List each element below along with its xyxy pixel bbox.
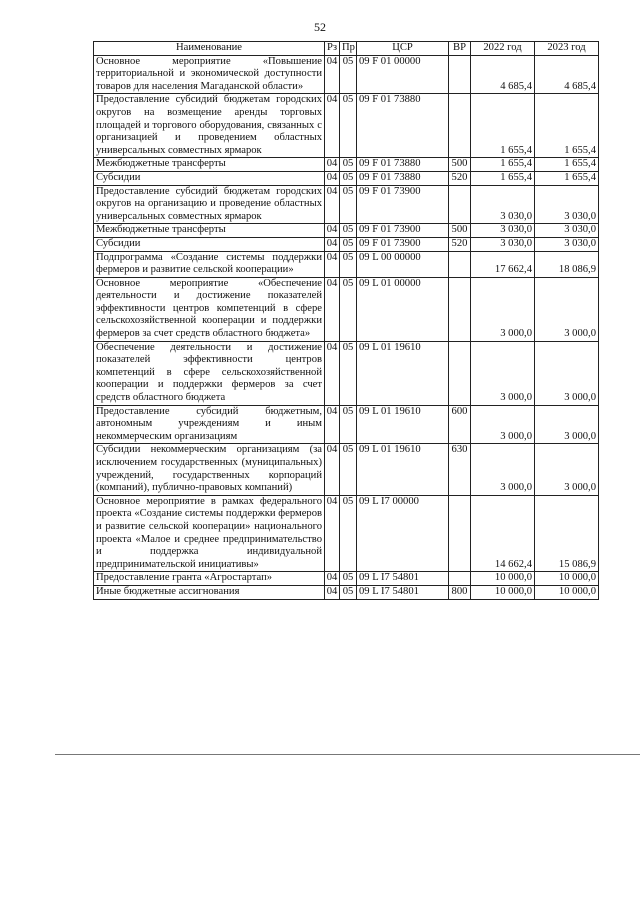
cell-csr: 09 L 01 00000 bbox=[357, 277, 449, 341]
cell-name: Предоставление субсидий бюджетам городских округов на возмещение аренды торговых площадей и торгового оборудования, связанных с организацией и проведением областных универсальных совместных ярмарок bbox=[94, 94, 325, 158]
table-body bbox=[94, 55, 599, 599]
cell-csr: 09 L I7 00000 bbox=[357, 495, 449, 572]
cell-vr: 500 bbox=[449, 224, 471, 238]
cell-name: Подпрограмма «Создание системы поддержки фермеров и развитие сельской кооперации» bbox=[94, 251, 325, 277]
cell-name: Основное мероприятие «Обеспечение деятельности и достижение показателей эффективности центров компетенций в сфере сельскохозяйственной кооперации и поддержки фермеров за счет средств областного бюджета» bbox=[94, 277, 325, 341]
cell-rz: 04 bbox=[325, 158, 340, 172]
cell-pr: 05 bbox=[340, 444, 357, 495]
cell-2023: 1 655,4 bbox=[535, 171, 599, 185]
cell-name: Основное мероприятие в рамках федерального проекта «Создание системы поддержки фермеров и развитие сельской кооперации» национального проекта «Малое и среднее предпринимательство и поддержка индивидуальной предпринимательской инициативы» bbox=[94, 495, 325, 572]
cell-name: Субсидии bbox=[94, 237, 325, 251]
cell-csr: 09 F 01 00000 bbox=[357, 55, 449, 94]
page-bottom-rule bbox=[55, 754, 640, 755]
table-row bbox=[94, 444, 599, 495]
cell-csr: 09 L 01 19610 bbox=[357, 444, 449, 495]
cell-vr: 600 bbox=[449, 405, 471, 444]
cell-pr: 05 bbox=[340, 585, 357, 599]
header-rz: Рз bbox=[325, 42, 340, 56]
cell-2023: 3 000,0 bbox=[535, 277, 599, 341]
table-row bbox=[94, 585, 599, 599]
cell-2023: 3 030,0 bbox=[535, 224, 599, 238]
cell-rz: 04 bbox=[325, 171, 340, 185]
header-pr: Пр bbox=[340, 42, 357, 56]
cell-2022: 1 655,4 bbox=[471, 94, 535, 158]
cell-csr: 09 F 01 73880 bbox=[357, 171, 449, 185]
cell-2022: 3 000,0 bbox=[471, 405, 535, 444]
header-row bbox=[94, 42, 599, 56]
cell-2022: 3 030,0 bbox=[471, 185, 535, 224]
cell-pr: 05 bbox=[340, 224, 357, 238]
cell-vr bbox=[449, 94, 471, 158]
table-row bbox=[94, 94, 599, 158]
budget-table bbox=[93, 41, 599, 600]
cell-2023: 3 030,0 bbox=[535, 185, 599, 224]
cell-2022: 17 662,4 bbox=[471, 251, 535, 277]
cell-2022: 10 000,0 bbox=[471, 572, 535, 586]
cell-2023: 3 030,0 bbox=[535, 237, 599, 251]
cell-2023: 1 655,4 bbox=[535, 94, 599, 158]
cell-2022: 14 662,4 bbox=[471, 495, 535, 572]
cell-2023: 4 685,4 bbox=[535, 55, 599, 94]
cell-rz: 04 bbox=[325, 572, 340, 586]
cell-rz: 04 bbox=[325, 94, 340, 158]
cell-vr: 520 bbox=[449, 171, 471, 185]
cell-pr: 05 bbox=[340, 495, 357, 572]
cell-pr: 05 bbox=[340, 237, 357, 251]
cell-csr: 09 F 01 73880 bbox=[357, 94, 449, 158]
cell-name: Субсидии некоммерческим организациям (за исключением государственных (муниципальных) учреждений, государственных корпораций (компаний), публично-правовых компаний) bbox=[94, 444, 325, 495]
cell-name: Обеспечение деятельности и достижение показателей эффективности центров компетенций в сфере сельскохозяйственной кооперации и поддержки фермеров за счет средств областного бюджета bbox=[94, 341, 325, 405]
cell-vr: 800 bbox=[449, 585, 471, 599]
cell-2023: 10 000,0 bbox=[535, 585, 599, 599]
table-row bbox=[94, 237, 599, 251]
cell-pr: 05 bbox=[340, 251, 357, 277]
cell-vr bbox=[449, 185, 471, 224]
cell-csr: 09 F 01 73900 bbox=[357, 224, 449, 238]
cell-2022: 3 030,0 bbox=[471, 237, 535, 251]
cell-csr: 09 L 01 19610 bbox=[357, 405, 449, 444]
cell-2023: 18 086,9 bbox=[535, 251, 599, 277]
cell-2022: 3 000,0 bbox=[471, 444, 535, 495]
table-row bbox=[94, 405, 599, 444]
table-row bbox=[94, 251, 599, 277]
cell-2023: 1 655,4 bbox=[535, 158, 599, 172]
header-2022: 2022 год bbox=[471, 42, 535, 56]
table-row bbox=[94, 55, 599, 94]
cell-csr: 09 L I7 54801 bbox=[357, 572, 449, 586]
cell-vr: 500 bbox=[449, 158, 471, 172]
cell-vr bbox=[449, 341, 471, 405]
header-2023: 2023 год bbox=[535, 42, 599, 56]
cell-name: Межбюджетные трансферты bbox=[94, 224, 325, 238]
table-row bbox=[94, 495, 599, 572]
table-row bbox=[94, 277, 599, 341]
cell-pr: 05 bbox=[340, 572, 357, 586]
page-number: 52 bbox=[314, 20, 326, 34]
cell-csr: 09 L I7 54801 bbox=[357, 585, 449, 599]
cell-2022: 3 000,0 bbox=[471, 277, 535, 341]
table-row bbox=[94, 224, 599, 238]
cell-vr bbox=[449, 572, 471, 586]
cell-vr bbox=[449, 55, 471, 94]
cell-rz: 04 bbox=[325, 185, 340, 224]
cell-rz: 04 bbox=[325, 341, 340, 405]
cell-pr: 05 bbox=[340, 341, 357, 405]
cell-name: Предоставление субсидий бюджетам городских округов на организацию и проведение областных универсальных совместных ярмарок bbox=[94, 185, 325, 224]
table-row bbox=[94, 185, 599, 224]
cell-2023: 15 086,9 bbox=[535, 495, 599, 572]
cell-csr: 09 F 01 73900 bbox=[357, 237, 449, 251]
cell-2023: 3 000,0 bbox=[535, 341, 599, 405]
header-name: Наименование bbox=[94, 42, 325, 56]
cell-2023: 3 000,0 bbox=[535, 444, 599, 495]
cell-2023: 3 000,0 bbox=[535, 405, 599, 444]
cell-2022: 3 000,0 bbox=[471, 341, 535, 405]
cell-rz: 04 bbox=[325, 277, 340, 341]
cell-csr: 09 L 01 19610 bbox=[357, 341, 449, 405]
cell-csr: 09 F 01 73900 bbox=[357, 185, 449, 224]
cell-rz: 04 bbox=[325, 237, 340, 251]
cell-pr: 05 bbox=[340, 171, 357, 185]
cell-name: Иные бюджетные ассигнования bbox=[94, 585, 325, 599]
cell-rz: 04 bbox=[325, 55, 340, 94]
cell-2022: 1 655,4 bbox=[471, 158, 535, 172]
cell-vr bbox=[449, 277, 471, 341]
header-csr: ЦСР bbox=[357, 42, 449, 56]
cell-vr: 520 bbox=[449, 237, 471, 251]
cell-rz: 04 bbox=[325, 444, 340, 495]
cell-rz: 04 bbox=[325, 495, 340, 572]
cell-name: Межбюджетные трансферты bbox=[94, 158, 325, 172]
cell-2023: 10 000,0 bbox=[535, 572, 599, 586]
cell-csr: 09 L 00 00000 bbox=[357, 251, 449, 277]
cell-name: Предоставление субсидий бюджетным, автономным учреждениям и иным некоммерческим организациям bbox=[94, 405, 325, 444]
cell-pr: 05 bbox=[340, 158, 357, 172]
cell-2022: 4 685,4 bbox=[471, 55, 535, 94]
table-row bbox=[94, 158, 599, 172]
cell-pr: 05 bbox=[340, 185, 357, 224]
cell-pr: 05 bbox=[340, 405, 357, 444]
cell-rz: 04 bbox=[325, 405, 340, 444]
table-row bbox=[94, 171, 599, 185]
cell-pr: 05 bbox=[340, 277, 357, 341]
cell-rz: 04 bbox=[325, 251, 340, 277]
cell-vr: 630 bbox=[449, 444, 471, 495]
table-row bbox=[94, 341, 599, 405]
cell-name: Основное мероприятие «Повышение территориальной и экономической доступности товаров для населения Магаданской области» bbox=[94, 55, 325, 94]
cell-2022: 3 030,0 bbox=[471, 224, 535, 238]
cell-rz: 04 bbox=[325, 224, 340, 238]
table-row bbox=[94, 572, 599, 586]
header-vr: ВР bbox=[449, 42, 471, 56]
cell-name: Предоставление гранта «Агростартап» bbox=[94, 572, 325, 586]
cell-2022: 10 000,0 bbox=[471, 585, 535, 599]
cell-vr bbox=[449, 251, 471, 277]
cell-name: Субсидии bbox=[94, 171, 325, 185]
cell-rz: 04 bbox=[325, 585, 340, 599]
cell-vr bbox=[449, 495, 471, 572]
cell-pr: 05 bbox=[340, 55, 357, 94]
cell-pr: 05 bbox=[340, 94, 357, 158]
cell-csr: 09 F 01 73880 bbox=[357, 158, 449, 172]
cell-2022: 1 655,4 bbox=[471, 171, 535, 185]
